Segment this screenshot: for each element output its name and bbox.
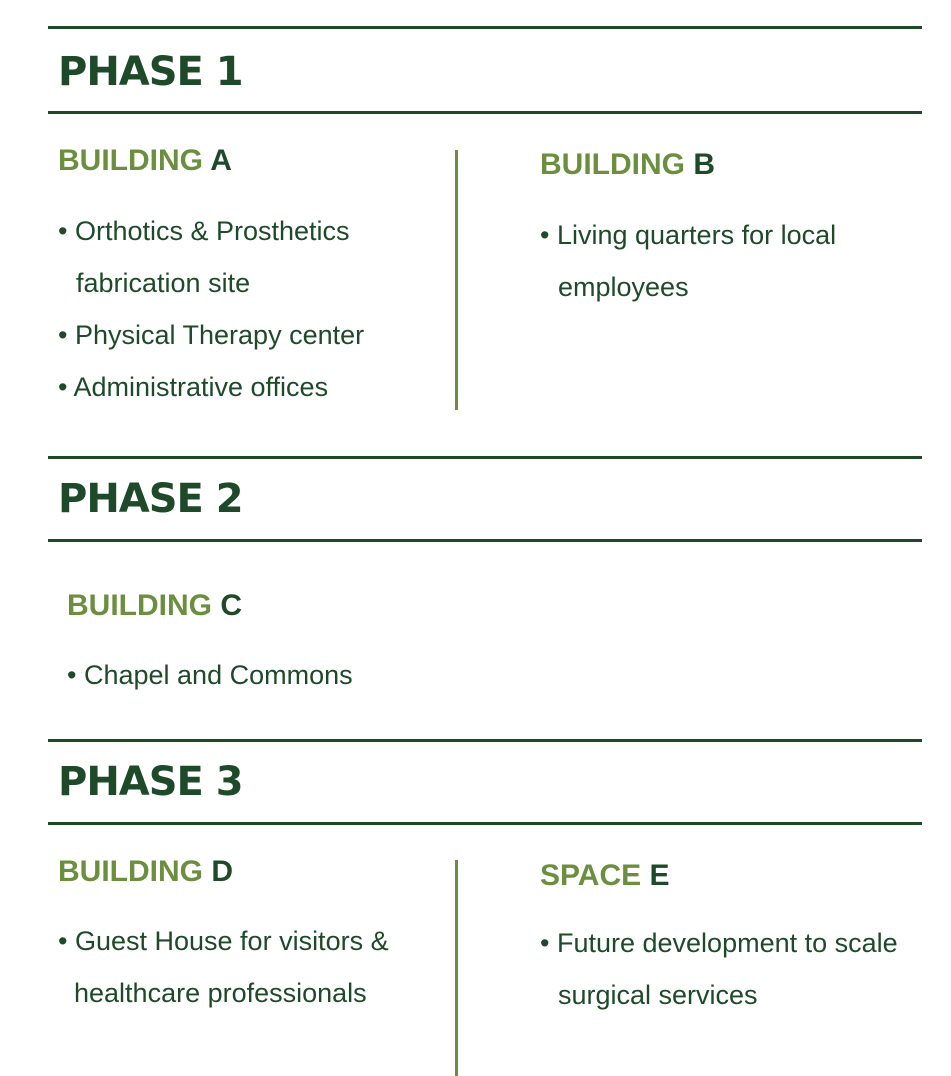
list-item <box>540 917 898 1021</box>
building-c-heading <box>67 591 242 621</box>
item-line: surgical services <box>558 980 758 1010</box>
item-line: Physical Therapy center <box>74 320 365 350</box>
phase2-top-rule <box>48 456 922 459</box>
building-b-list <box>540 209 836 313</box>
building-d-letter: D <box>211 855 234 888</box>
phase3-top-rule <box>48 739 922 742</box>
building-b-heading <box>540 150 715 180</box>
list-item <box>58 205 364 309</box>
item-line: healthcare professionals <box>74 978 367 1008</box>
building-d-list <box>58 915 389 1019</box>
bullet: • <box>58 320 68 350</box>
bullet: • <box>540 928 550 958</box>
list-item <box>58 915 389 1019</box>
item-line: Orthotics & Prosthetics <box>74 216 350 246</box>
phase1-top-rule <box>48 26 922 29</box>
building-d-heading <box>58 857 233 887</box>
item-line: Future development to scale <box>556 928 898 958</box>
item-line: Living quarters for local <box>556 220 837 250</box>
space-e-list <box>540 917 898 1021</box>
building-a-heading <box>58 146 232 176</box>
list-item <box>540 209 836 313</box>
building-d-word: BUILDING <box>58 855 203 888</box>
space-e-word: SPACE <box>540 859 642 892</box>
bullet: • <box>540 220 550 250</box>
phase1-column-divider <box>455 150 458 410</box>
item-line: employees <box>558 272 689 302</box>
list-item <box>58 361 364 413</box>
building-c-letter: C <box>220 589 243 622</box>
item-line: Administrative offices <box>73 372 329 402</box>
phase3-bottom-rule <box>48 822 922 825</box>
building-a-list <box>58 205 364 413</box>
item-line: Guest House for visitors & <box>74 926 389 956</box>
phase2-title: PHASE 2 <box>58 476 243 522</box>
phase3-column-divider <box>455 860 458 1076</box>
phase1-title: PHASE 1 <box>58 49 243 95</box>
building-c-word: BUILDING <box>67 589 212 622</box>
list-item <box>67 649 353 701</box>
item-line: fabrication site <box>76 268 251 298</box>
building-b-word: BUILDING <box>540 148 685 181</box>
list-item <box>58 309 364 361</box>
building-a-word: BUILDING <box>58 144 203 177</box>
phase1-bottom-rule <box>48 111 922 114</box>
bullet: • <box>58 926 68 956</box>
bullet: • <box>58 372 68 402</box>
phase3-title: PHASE 3 <box>58 759 243 805</box>
item-line: Chapel and Commons <box>83 660 353 690</box>
building-b-letter: B <box>693 148 716 181</box>
space-e-heading <box>540 861 670 891</box>
bullet: • <box>67 660 77 690</box>
space-e-letter: E <box>649 859 670 892</box>
bullet: • <box>58 216 68 246</box>
phase2-bottom-rule <box>48 539 922 542</box>
building-a-letter: A <box>210 144 232 177</box>
building-c-list <box>67 649 353 701</box>
